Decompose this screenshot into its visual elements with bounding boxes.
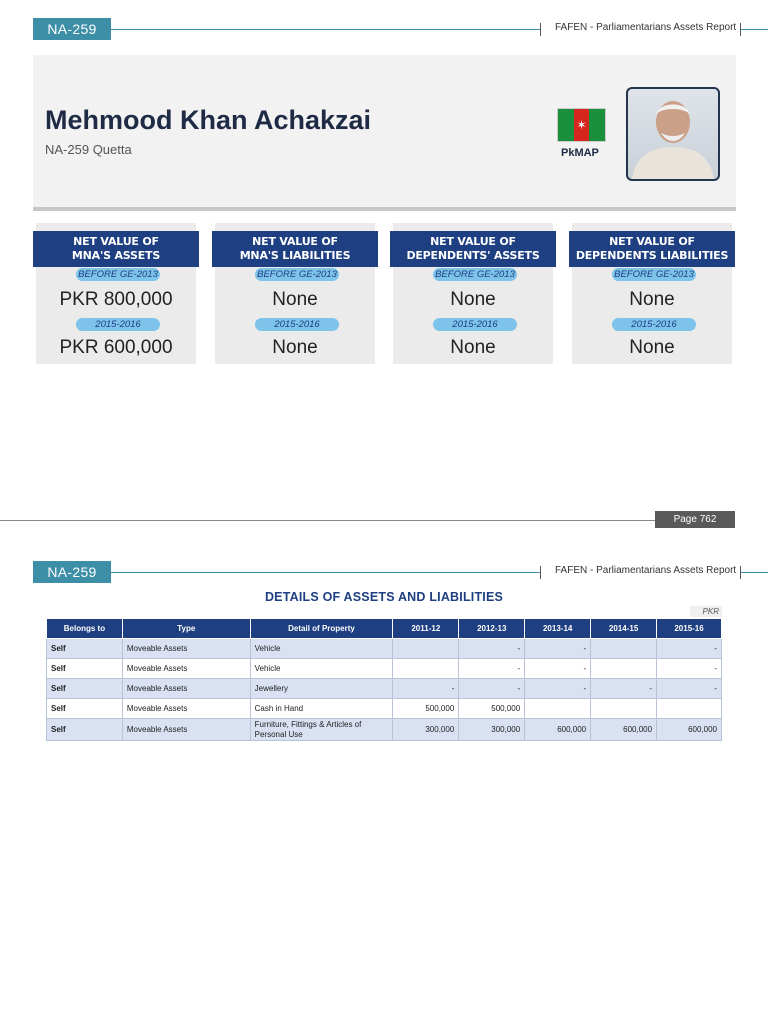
column-header: 2013-14: [525, 619, 591, 639]
table-row: Self Moveable Assets Jewellery - - - - -: [47, 679, 722, 699]
stat-value: None: [272, 337, 318, 358]
page-separator: [0, 520, 655, 521]
table-row: Self Moveable Assets Vehicle - - -: [47, 639, 722, 659]
period-badge: BEFORE GE-2013: [612, 268, 696, 281]
stat-card-title: NET VALUE OF MNA'S LIABILITIES: [212, 231, 378, 267]
stat-card-mna-assets: [36, 223, 196, 364]
column-header: 2015-16: [657, 619, 722, 639]
party-name: PkMAP: [561, 147, 599, 159]
member-photo: [626, 87, 720, 181]
member-constituency: NA-259 Quetta: [45, 142, 132, 157]
column-header: Detail of Property: [250, 619, 393, 639]
constituency-code: NA-259: [33, 18, 111, 40]
header-rule: [111, 29, 541, 30]
stat-value: PKR 600,000: [59, 337, 173, 358]
stat-card-mna-liabilities: [215, 223, 375, 364]
column-header: Belongs to: [47, 619, 123, 639]
period-badge: 2015-2016: [612, 318, 696, 331]
stat-value: None: [272, 289, 318, 310]
stat-value: None: [629, 337, 675, 358]
column-header: 2014-15: [591, 619, 657, 639]
report-title: FAFEN - Parliamentarians Assets Report: [555, 22, 737, 33]
party-flag-icon: [557, 108, 606, 142]
table-header-row: [47, 619, 722, 639]
assets-table: [46, 618, 722, 741]
period-badge: 2015-2016: [433, 318, 517, 331]
stat-value: None: [450, 337, 496, 358]
member-name: Mehmood Khan Achakzai: [45, 105, 372, 135]
flag-star-icon: ✶: [576, 118, 587, 132]
header-tick: [540, 566, 541, 579]
period-badge: 2015-2016: [76, 318, 160, 331]
page-number: Page 762: [655, 511, 735, 528]
table-row: Self Moveable Assets Vehicle - - -: [47, 659, 722, 679]
period-badge: BEFORE GE-2013: [255, 268, 339, 281]
header-rule: [741, 572, 768, 573]
column-header: 2011-12: [393, 619, 459, 639]
report-title: FAFEN - Parliamentarians Assets Report: [555, 565, 737, 576]
details-title: DETAILS OF ASSETS AND LIABILITIES: [264, 590, 504, 604]
stat-card-title: NET VALUE OF DEPENDENTS LIABILITIES: [569, 231, 735, 267]
period-badge: BEFORE GE-2013: [433, 268, 517, 281]
column-header: 2012-13: [459, 619, 525, 639]
stat-value: PKR 800,000: [59, 289, 173, 310]
currency-unit: PKR: [690, 606, 722, 617]
header-rule: [111, 572, 541, 573]
table-row: Self Moveable Assets Furniture, Fittings & Articles of Personal Use 300,000 300,000 600,000 600,000 600,000: [47, 719, 722, 741]
table-row: Self Moveable Assets Cash in Hand 500,000 500,000: [47, 699, 722, 719]
stat-card-dependents-assets: [393, 223, 553, 364]
stat-card-title: NET VALUE OF MNA'S ASSETS: [33, 231, 199, 267]
header-rule: [741, 29, 768, 30]
constituency-code: NA-259: [33, 561, 111, 583]
header-tick: [540, 23, 541, 36]
column-header: Type: [122, 619, 250, 639]
period-badge: BEFORE GE-2013: [76, 268, 160, 281]
period-badge: 2015-2016: [255, 318, 339, 331]
stat-value: None: [450, 289, 496, 310]
page-header: [0, 18, 768, 42]
profile-panel: [33, 55, 736, 208]
stat-card-dependents-liabilities: [572, 223, 732, 364]
page-header: [0, 561, 768, 585]
stat-card-title: NET VALUE OF DEPENDENTS' ASSETS: [390, 231, 556, 267]
profile-divider: [33, 207, 736, 211]
stat-value: None: [629, 289, 675, 310]
